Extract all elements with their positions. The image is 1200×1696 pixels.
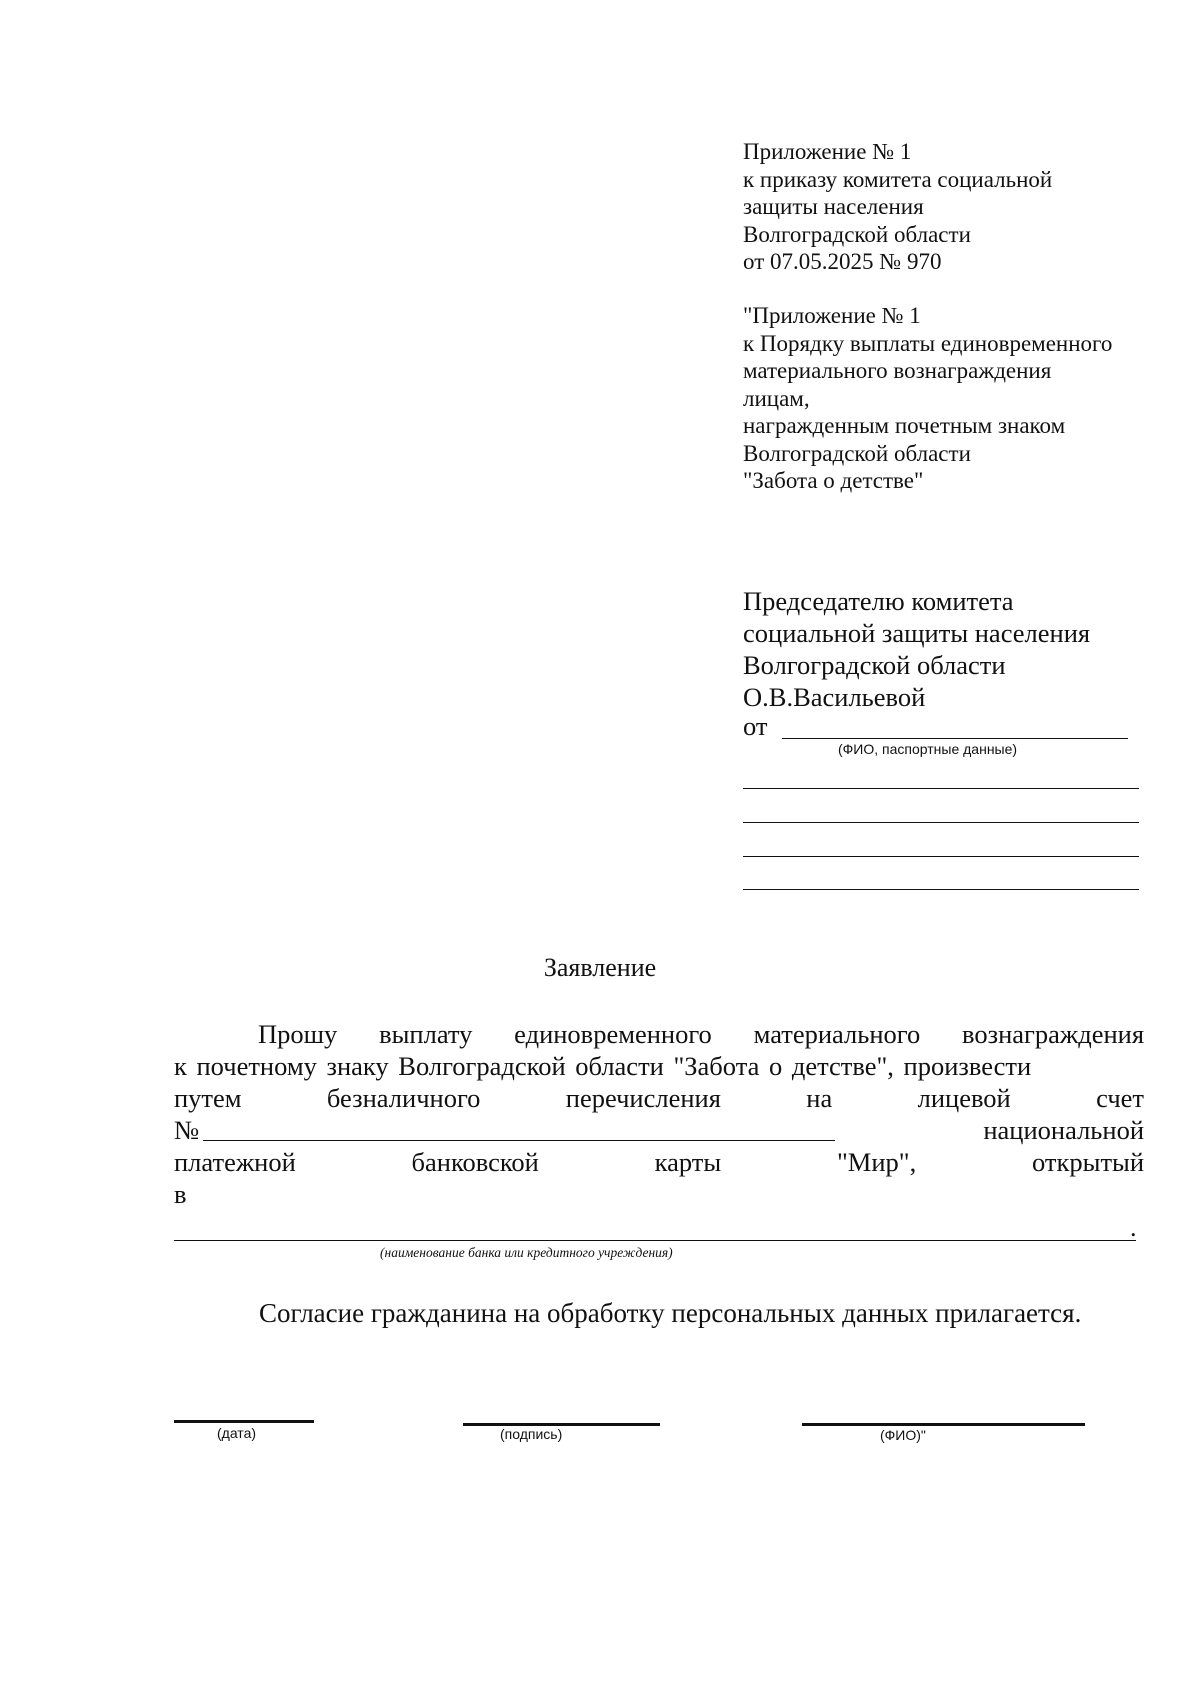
word: выплату	[379, 1019, 473, 1049]
name-line[interactable]	[802, 1423, 1085, 1426]
word: путем	[174, 1083, 242, 1113]
appendix-procedure-line: лицам,	[743, 385, 810, 411]
addressee-line: Волгоградской области	[743, 650, 1006, 680]
word: открытый	[1032, 1147, 1145, 1177]
application-row-1	[258, 1018, 1144, 1050]
account-number-line[interactable]	[203, 1140, 835, 1141]
bank-line-period: .	[1130, 1213, 1137, 1242]
appendix-order-line: защиты населения	[743, 194, 924, 219]
word: лицевой	[917, 1083, 1011, 1113]
consent-statement: Согласие гражданина на обработку персональных данных прилагается.	[259, 1298, 1082, 1328]
from-name-line[interactable]	[782, 738, 1128, 739]
name-caption: (ФИО)"	[880, 1427, 926, 1443]
application-row-4-end: национальной	[983, 1115, 1144, 1145]
word: банковской	[411, 1147, 539, 1177]
word: на	[806, 1083, 833, 1113]
appendix-procedure-block	[743, 302, 1173, 495]
passport-line[interactable]	[743, 856, 1139, 857]
word: единовременного	[514, 1019, 712, 1049]
appendix-order-line: к приказу комитета социальной	[743, 166, 1053, 192]
addressee-block	[743, 585, 1173, 713]
word: безналичного	[326, 1083, 481, 1113]
appendix-procedure-line: материального вознаграждения	[743, 358, 1052, 383]
application-row-3	[174, 1082, 1144, 1114]
application-row-2: к почетному знаку Волгоградской области "Забота о детстве", произвести	[174, 1051, 1032, 1081]
passport-line[interactable]	[743, 788, 1139, 789]
addressee-line: О.В.Васильевой	[743, 682, 926, 712]
bank-name-line[interactable]	[174, 1240, 1136, 1241]
word: карты	[654, 1147, 722, 1177]
word: Прошу	[258, 1019, 338, 1049]
appendix-order-line: Волгоградской области	[743, 221, 971, 247]
from-label: от	[743, 711, 768, 741]
signature-caption: (подпись)	[500, 1426, 563, 1442]
appendix-procedure-line: к Порядку выплаты единовременного	[743, 330, 1113, 356]
word: материального	[753, 1019, 921, 1049]
bank-caption: (наименование банка или кредитного учреждения)	[380, 1245, 673, 1260]
appendix-procedure-line: Волгоградской области	[743, 440, 971, 466]
appendix-procedure-line: награжденным почетным знаком	[743, 413, 1066, 438]
addressee-line: социальной защиты населения	[743, 618, 1091, 648]
date-caption: (дата)	[217, 1425, 257, 1441]
word: платежной	[174, 1147, 296, 1177]
word: "Мир",	[836, 1147, 917, 1177]
account-number-label: №	[174, 1115, 200, 1145]
passport-line[interactable]	[743, 822, 1139, 823]
passport-line[interactable]	[743, 889, 1139, 890]
addressee-line: Председателю комитета	[743, 586, 1014, 616]
document-title: Заявление	[543, 953, 657, 982]
appendix-order-block	[743, 138, 1163, 276]
application-row-5	[174, 1146, 1144, 1178]
application-row-6: в	[174, 1179, 187, 1209]
appendix-order-line: от 07.05.2025 № 970	[743, 249, 942, 274]
appendix-order-line: Приложение № 1	[743, 139, 912, 164]
word: вознаграждения	[962, 1019, 1145, 1049]
from-caption: (ФИО, паспортные данные)	[838, 741, 1018, 757]
word: счет	[1096, 1083, 1145, 1113]
appendix-procedure-line: "Приложение № 1	[743, 303, 921, 328]
date-line[interactable]	[174, 1420, 314, 1423]
appendix-procedure-line: "Забота о детстве"	[743, 468, 924, 493]
word: перечисления	[565, 1083, 721, 1113]
